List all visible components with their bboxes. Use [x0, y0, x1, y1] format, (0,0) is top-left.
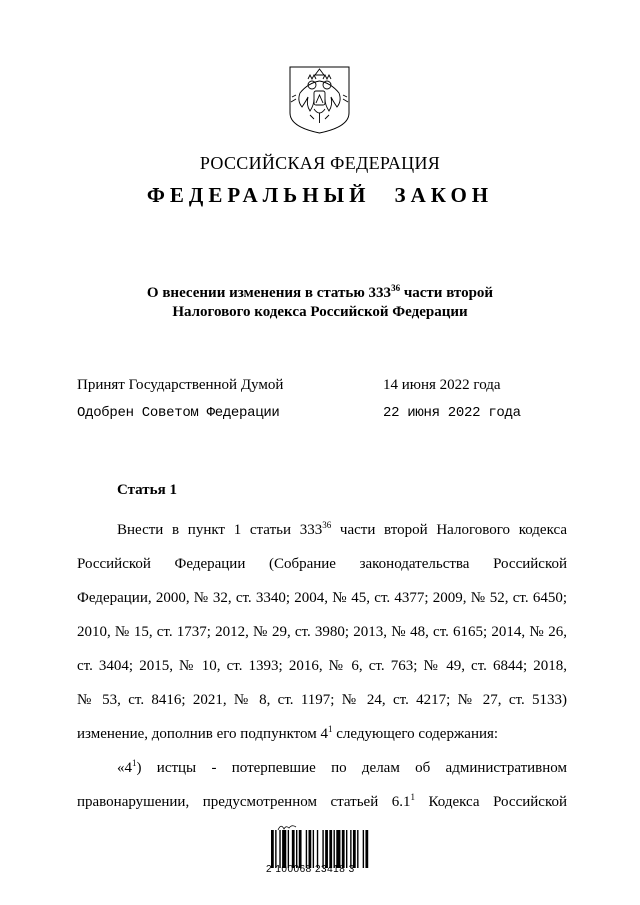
body-line: ст. 3404; 2015, № 10, ст. 1393; 2016, № 6, ст. 763; № 49, ст. 6844; 2018, [77, 658, 567, 674]
country-heading: РОССИЙСКАЯ ФЕДЕРАЦИЯ [199, 153, 441, 173]
body-text: «4 [117, 760, 132, 776]
body-line: Российской Федерации (Собрание законодательства Российской [77, 556, 567, 572]
duma-adoption-date: 14 июня 2022 года [383, 377, 501, 393]
body-text: правонарушении, предусмотренном статьей 6.1 [77, 794, 411, 810]
body-text: следующего содержания: [332, 726, 499, 742]
body-text: изменение, дополнив его подпунктом 4 [77, 726, 328, 742]
duma-adoption-label: Принят Государственной Думой [77, 377, 284, 393]
body-text: части второй Налогового кодекса [331, 522, 567, 538]
subject-line-1-text: О внесении изменения в статью 333 [146, 285, 392, 301]
body-superscript: 1 [132, 758, 137, 768]
body-line: № 53, ст. 8416; 2021, № 8, ст. 1197; № 24, ст. 4217; № 27, ст. 5133) [77, 692, 567, 708]
document-type-heading [0, 183, 640, 208]
body-line [77, 785, 567, 819]
body-text: Внести в пункт 1 статьи 333 [117, 522, 323, 538]
subject-superscript: 36 [391, 283, 401, 293]
body-line [77, 717, 567, 751]
council-approval-date: 22 июня 2022 года [383, 405, 521, 421]
subject-line-1-end: части второй [400, 285, 494, 301]
body-superscript: 1 [328, 724, 333, 734]
body-line: Федерации, 2000, № 32, ст. 3340; 2004, № 45, ст. 4377; 2009, № 52, ст. 6450; [77, 590, 567, 606]
body-text: Кодекса Российской [415, 794, 568, 810]
body-text: ) истцы - потерпевшие по делам об административном [136, 760, 567, 776]
article-body [77, 513, 567, 819]
barcode-icon [271, 830, 371, 868]
coat-of-arms-emblem [288, 65, 351, 135]
body-line [77, 513, 567, 547]
document-type-word-law: ЗАКОН [394, 183, 494, 207]
council-approval-label: Одобрен Советом Федерации [77, 405, 280, 421]
subject-line-1 [60, 284, 580, 303]
barcode-number: 2 100068 23418 3 [266, 864, 355, 875]
subject-line-2: Налогового кодекса Российской Федерации [172, 304, 468, 320]
law-subject-title [60, 284, 580, 322]
body-line [77, 751, 567, 785]
body-superscript: 1 [410, 792, 415, 802]
body-superscript: 36 [322, 520, 332, 530]
body-line: 2010, № 15, ст. 1737; 2012, № 29, ст. 3980; 2013, № 48, ст. 6165; 2014, № 26, [77, 624, 567, 640]
article-heading: Статья 1 [117, 482, 177, 498]
document-type-word-federal: ФЕДЕРАЛЬНЫЙ [146, 183, 371, 207]
